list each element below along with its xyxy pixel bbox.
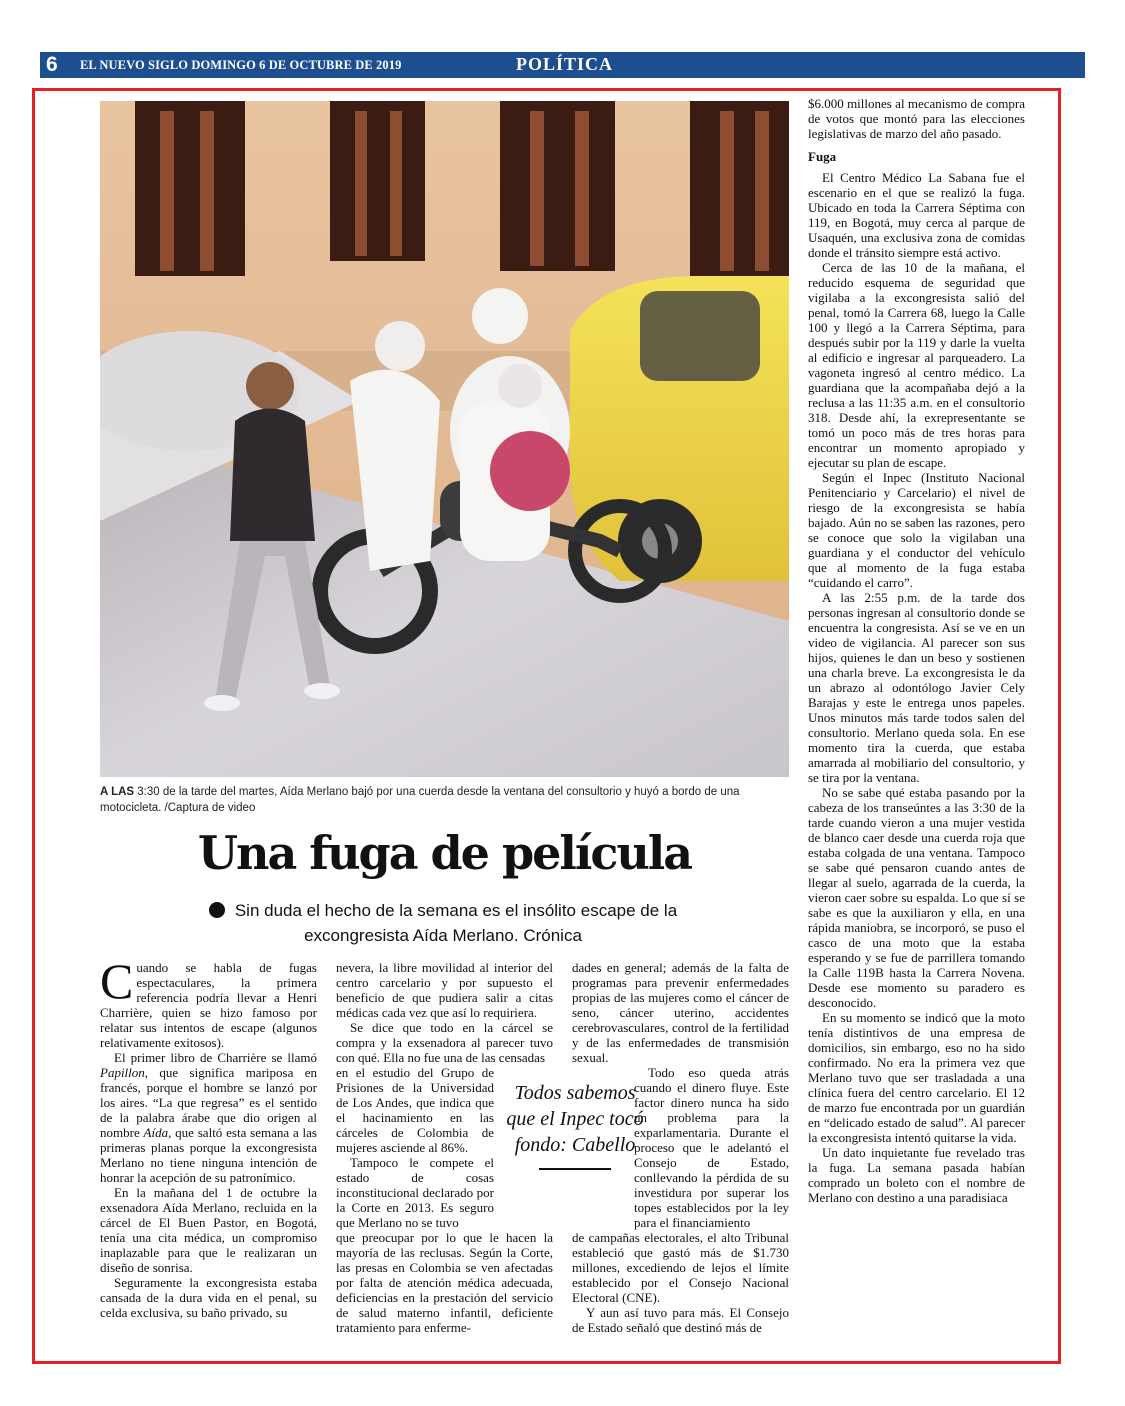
article-paragraph: en el estudio del Grupo de Prisiones de la Universidad de Los Andes, que indica que el hacinamiento en las cárceles de Colombia de mujeres asciende al 86%. xyxy=(336,1065,494,1155)
article-paragraph: Todo eso queda atrás cuando el dinero fluye. Este factor dinero nunca ha sido un problema para la exparlamentaria. Durante el proceso que le adelantó el Consejo de Estado, conllevando la pérdida de su investidura por superar los topes establecidos por la ley para el financiamiento xyxy=(634,1065,789,1230)
article-paragraph: que preocupar por lo que le hacen la mayoría de las reclusas. Según la Corte, las presas en Colombia se ven afectadas por falta de atención médica adecuada, deficiencias en la prestación del servicio de salud materno infantil, deficiente tratamiento para enferme- xyxy=(336,1230,553,1335)
wrapped-text-block xyxy=(336,1065,494,1230)
article-paragraph: $6.000 millones al mecanismo de compra de votos que montó para las elecciones legislativas de marzo del año pasado. xyxy=(808,96,1025,141)
book-title: Papillon xyxy=(100,1065,145,1080)
masthead-date: EL NUEVO SIGLO DOMINGO 6 DE OCTUBRE DE 2019 xyxy=(80,58,402,72)
article-paragraph: Cerca de las 10 de la mañana, el reducido esquema de seguridad que vigilaba a la excongresista salió del penal, tomó la Carrera 68, luego la Calle 100 y llegó a la Carrera Séptima, para después subir por la 119 y darle la vuelta al edificio e ingresar al parqueadero. La vagoneta ingresó al centro médico. La guardiana que la acompañaba dejó a la reclusa a las 11:35 a.m. en el consultorio 318. Desde ahí, la exrepresentante se tomó un poco más de tres horas para encontrar un momento apropiado y ejecutar su plan de escape. xyxy=(808,260,1025,470)
pull-quote xyxy=(505,1080,645,1170)
subhead-text: Sin duda el hecho de la semana es el insólito escape de la excongresista Aída Merlano. Crónica xyxy=(234,901,678,945)
section-subhead: Fuga xyxy=(808,149,837,164)
article-paragraph: Seguramente la excongresista estaba cansada de la dura vida en el penal, su celda exclusiva, su baño privado, su xyxy=(100,1275,317,1320)
header-band xyxy=(40,52,1085,78)
article-paragraph: de campañas electorales, el alto Tribunal estableció que gastó más de $1.730 millones, excediendo de lejos el límite establecido por el Consejo Nacional Electoral (CNE). xyxy=(572,1230,789,1305)
article-paragraph: dades en general; además de la falta de programas para prevenir enfermedades propias de las mujeres como el cáncer de seno, cáncer uterino, accidentes cerebrovasculares, control de la fertilidad y de las enfermedades de transmisión sexual. xyxy=(572,960,789,1065)
article-paragraph xyxy=(100,1050,317,1185)
article-paragraph: Según el Inpec (Instituto Nacional Penitenciario y Carcelario) el nivel de riesgo de la excongresista se había bajado. Aún no se saben las razones, pero se conoce que solo la vigilaban una guardiana y el conductor del vehículo que al momento de la fuga estaba “cuidando el carro”. xyxy=(808,470,1025,590)
paragraph-text: , que significa mariposa en francés, porque el hombre se lanzó por los aires. “La que regresa” es el sentido de la palabra árabe que dio origen al nombre xyxy=(100,1065,317,1140)
article-paragraph: Y aun así tuvo para más. El Consejo de Estado señaló que destinó más de xyxy=(572,1305,789,1335)
page-number: 6 xyxy=(46,53,58,76)
article-column-4 xyxy=(808,96,1025,1205)
motorcycle-escape-photo xyxy=(100,101,789,777)
photo-caption xyxy=(100,784,780,816)
article-column-1 xyxy=(100,953,317,1320)
article-paragraph: En su momento se indicó que la moto tenía distintivos de una empresa de domicilios, sin embargo, eso no ha sido confirmado. No era la primera vez que Merlano tuvo que ser trasladada a una clínica fuera del centro carcelario. El 12 de marzo fue encontrada por un guardián en “delicado estado de salud”. Al parecer la excongresista intentó quitarse la vida. xyxy=(808,1010,1025,1145)
pull-quote-rule xyxy=(539,1168,611,1170)
drop-cap: C xyxy=(100,953,134,1009)
paragraph-text: El primer libro de Charrière se llamó xyxy=(114,1050,317,1065)
article-paragraph xyxy=(100,953,317,1050)
name-emphasis: Aída xyxy=(143,1125,169,1140)
paragraph-text: , que saltó esta semana a las primeras planas porque la excongresista Merlano no tiene ninguna intención de honrar la acepción de su patronímico. xyxy=(100,1125,317,1185)
caption-lead: A LAS xyxy=(100,786,135,798)
pull-quote-text: Todos sabemos que el Inpec tocó fondo: Cabello xyxy=(506,1082,644,1156)
wrapped-text-block xyxy=(634,1065,789,1230)
subhead xyxy=(208,898,678,948)
paragraph-text: uando se habla de fugas espectaculares, la primera referencia podría llevar a Henri Charrière, quien se hizo famoso por relatar sus intentos de escape (algunos relativamente exitosos). xyxy=(100,960,317,1050)
bullet-icon xyxy=(209,902,225,918)
article-paragraph: En la mañana del 1 de octubre la exsenadora Aída Merlano, recluida en la cárcel de El Buen Pastor, en Bogotá, tenía una cita médica, un compromiso inaplazable para que le realizaran un diseño de sonrisa. xyxy=(100,1185,317,1275)
article-paragraph: Tampoco le compete el estado de cosas inconstitucional declarado por la Corte en 2013. Es seguro que Merlano no se tuvo xyxy=(336,1155,494,1230)
article-paragraph: nevera, la libre movilidad al interior del centro carcelario y por supuesto el beneficio de que pudiera salir a citas médicas cada vez que así lo requiriera. xyxy=(336,960,553,1020)
article-paragraph: El Centro Médico La Sabana fue el escenario en el que se realizó la fuga. Ubicado en toda la Carrera Séptima con 119, en Bogotá, muy cerca al parque de Usaquén, una exclusiva zona de comidas donde el tránsito siempre está activo. xyxy=(808,170,1025,260)
article-paragraph: A las 2:55 p.m. de la tarde dos personas ingresan al consultorio donde se encuentra la congresista. Así se ve en un video de vigilancia. Al parecer son sus hijos, quienes le dan un beso y sostienen una charla breve. La excongresista le da un abrazo al odontólogo Javier Cely Barajas y este le entrega unos papeles. Unos minutos más tarde todos salen del consultorio. Merlano queda sola. En ese momento tira la cuerda, que estaba amarrada al mobiliario del consultorio, y se tira por la ventana. xyxy=(808,590,1025,785)
headline: Una fuga de película xyxy=(197,826,692,880)
article-paragraph: Un dato inquietante fue revelado tras la fuga. La semana pasada habían comprado un boleto con el nombre de Merlano con destino a una paradisiaca xyxy=(808,1145,1025,1205)
caption-text: 3:30 de la tarde del martes, Aída Merlano bajó por una cuerda desde la ventana del consultorio y huyó a bordo de una motocicleta. /Captura de video xyxy=(100,786,740,814)
article-paragraph: No se sabe qué estaba pasando por la cabeza de los transeúntes a las 3:30 de la tarde cuando vieron a una mujer vestida de blanco caer desde una cuerda roja que estaba colgada de una ventana. Tampoco se sabe qué pensaron cuando antes de llegar al suelo, agarrada de la cuerda, la vieron caer sobre su espalda. Lo que sí se sabe es que la auxiliaron y ella, en una rápida maniobra, se incorporó, se puso el casco de una moto que la estaba esperando y se fue de parrillera tomando la Calle 119B hasta la Carrera Novena. Desde ese momento su paradero es desconocido. xyxy=(808,785,1025,1010)
article-paragraph: Se dice que todo en la cárcel se compra y la exsenadora al parecer tuvo con qué. Ella no fue una de las censadas xyxy=(336,1020,553,1065)
section-title: POLÍTICA xyxy=(516,54,614,74)
